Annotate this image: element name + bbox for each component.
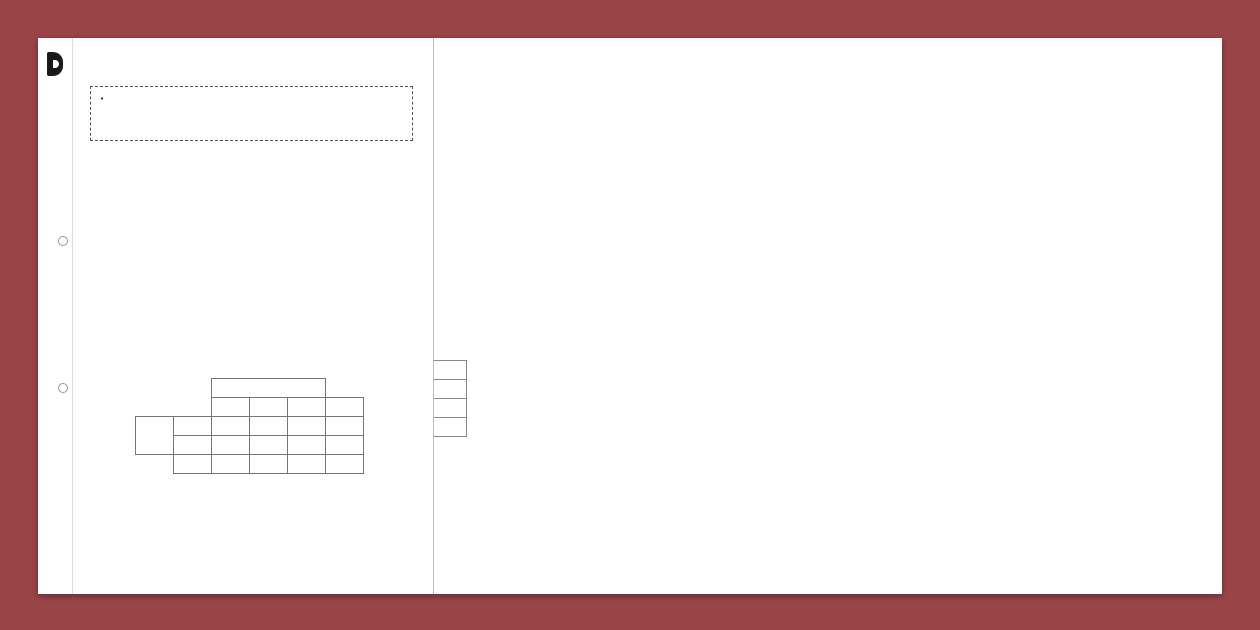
page-2 xyxy=(431,38,1222,594)
text-line xyxy=(435,427,1218,438)
text-line xyxy=(435,144,1218,155)
text-line xyxy=(435,91,1218,102)
table-cell xyxy=(212,417,250,436)
punch-hole-icon xyxy=(58,383,68,393)
table-cell xyxy=(431,418,467,437)
table-cell xyxy=(212,455,250,474)
text-line xyxy=(435,207,1218,218)
table-cell xyxy=(431,399,467,418)
text-line xyxy=(435,123,1218,134)
text-line xyxy=(435,102,1218,113)
text-line xyxy=(435,249,1218,260)
table-cell xyxy=(431,380,467,399)
text-line xyxy=(435,112,1218,123)
text-line xyxy=(435,154,1218,165)
question-item xyxy=(102,279,114,293)
table-cell xyxy=(326,436,364,455)
text-line xyxy=(435,196,1218,207)
text-line xyxy=(435,417,1218,428)
table-column-header xyxy=(326,398,364,417)
text-line xyxy=(435,312,1218,323)
table-row xyxy=(431,418,467,437)
table-column-header xyxy=(250,398,288,417)
beyond-logo-icon xyxy=(47,52,63,76)
page-text xyxy=(435,70,1218,438)
brand-label xyxy=(41,576,51,578)
table-cell xyxy=(250,455,288,474)
table-row xyxy=(431,399,467,418)
table-row xyxy=(431,361,467,380)
table-row-label xyxy=(174,455,212,474)
sidebar xyxy=(38,38,73,594)
table-column-header xyxy=(212,398,250,417)
text-line xyxy=(435,406,1218,417)
table-cell xyxy=(250,417,288,436)
table-cell xyxy=(431,361,467,380)
table-row-label xyxy=(174,436,212,455)
text-line xyxy=(435,186,1218,197)
text-line xyxy=(435,133,1218,144)
text-line xyxy=(435,291,1218,302)
table-column-header xyxy=(288,398,326,417)
text-line xyxy=(435,238,1218,249)
text-line xyxy=(435,217,1218,228)
text-line xyxy=(435,375,1218,386)
document-preview-frame xyxy=(38,38,1222,594)
text-line xyxy=(435,259,1218,270)
table-cell xyxy=(288,436,326,455)
table-row xyxy=(431,380,467,399)
prior-knowledge-box xyxy=(90,86,413,141)
text-line xyxy=(435,343,1218,354)
text-line xyxy=(435,396,1218,407)
table-cell xyxy=(250,436,288,455)
table-cell xyxy=(212,436,250,455)
table-row xyxy=(136,417,364,436)
table-cell xyxy=(288,455,326,474)
question-list xyxy=(102,265,114,306)
text-line xyxy=(435,81,1218,92)
text-line xyxy=(435,364,1218,375)
table-row-group xyxy=(136,417,174,455)
punch-hole-icon xyxy=(58,236,68,246)
text-line xyxy=(435,165,1218,176)
question-item xyxy=(102,265,114,279)
text-line xyxy=(435,175,1218,186)
table-row xyxy=(136,455,364,474)
page-1 xyxy=(38,38,434,594)
text-line xyxy=(435,270,1218,281)
text-line xyxy=(435,280,1218,291)
table-cell xyxy=(326,417,364,436)
text-line xyxy=(435,228,1218,239)
answer-table xyxy=(431,360,467,437)
table-cell xyxy=(288,417,326,436)
table-row-label xyxy=(174,417,212,436)
two-way-table xyxy=(135,378,364,474)
text-line xyxy=(435,322,1218,333)
text-line xyxy=(435,385,1218,396)
text-line xyxy=(435,301,1218,312)
question-item xyxy=(102,292,114,306)
table-cell xyxy=(326,455,364,474)
text-line xyxy=(435,354,1218,365)
table-group-header xyxy=(212,379,326,398)
text-line xyxy=(435,70,1218,81)
text-line xyxy=(435,333,1218,344)
